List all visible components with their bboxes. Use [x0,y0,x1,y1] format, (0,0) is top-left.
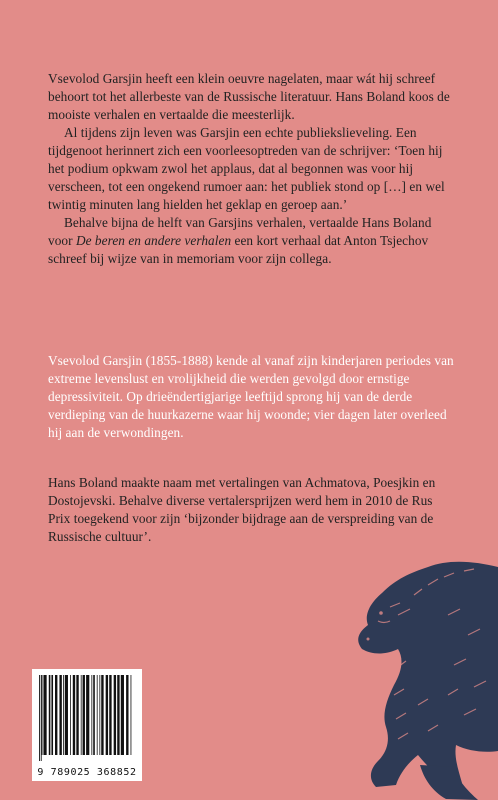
translator-bio-text: Hans Boland maakte naam met vertalingen van Achmatova, Poesjkin en Dostojevski. Behalve diverse vertalersprijzen werd hem in 2010 de Rus Prix toegekend voor zijn ‘bijzonder bijdrage aan de verspreiding van de Russische cultuur’. [48,475,436,544]
isbn-number: 9 789025 368852 [37,767,137,778]
translator-bio [48,474,458,546]
intro-paragraph-3 [48,214,458,268]
bear-illustration [278,555,498,800]
intro-paragraph-3-end: een kort verhaal dat Anton Tsjechov schreef bij wijze van in memoriam voor zijn collega. [48,233,429,266]
intro-paragraph-1: Vsevolod Garsjin heeft een klein oeuvre nagelaten, maar wát hij schreef behoort tot het allerbeste van de Russische literatuur. Hans Boland koos de mooiste verhalen en vertaalde die meesterlijk. [48,71,450,122]
intro-text [48,70,458,268]
isbn-barcode [32,669,142,781]
intro-paragraph-3-start: Behalve bijna de helft van Garsjins verhalen, vertaalde Hans Boland voor [48,215,432,248]
barcode-bars [39,675,135,761]
book-title-italic: De beren en andere verhalen [75,233,232,248]
bear-body [358,562,498,787]
author-bio [48,352,458,442]
bear-leg [420,765,478,800]
intro-paragraph-2: Al tijdens zijn leven was Garsjin een echte publiekslieveling. Een tijdgenoot herinnert zich een voorleesoptreden van de schrijver: ‘Toen hij het podium opkwam zwol het applaus, dat al begonnen was voor hij verscheen, tot een ongekend rumoer aan: het publiek stond op […] en wel twintig minuten lang hielden het geklap en geroep aan.’ [48,125,445,212]
author-bio-text: Vsevolod Garsjin (1855-1888) kende al vanaf zijn kinderjaren periodes van extreme levenslust en vrolijkheid die werden gevolgd door ernstige depressiviteit. Op drieëndertigjarige leeftijd sprong hij van de derde verdieping van de huurkazerne waar hij woonde; vier dagen later overleed hij aan de verwondingen. [48,353,454,440]
